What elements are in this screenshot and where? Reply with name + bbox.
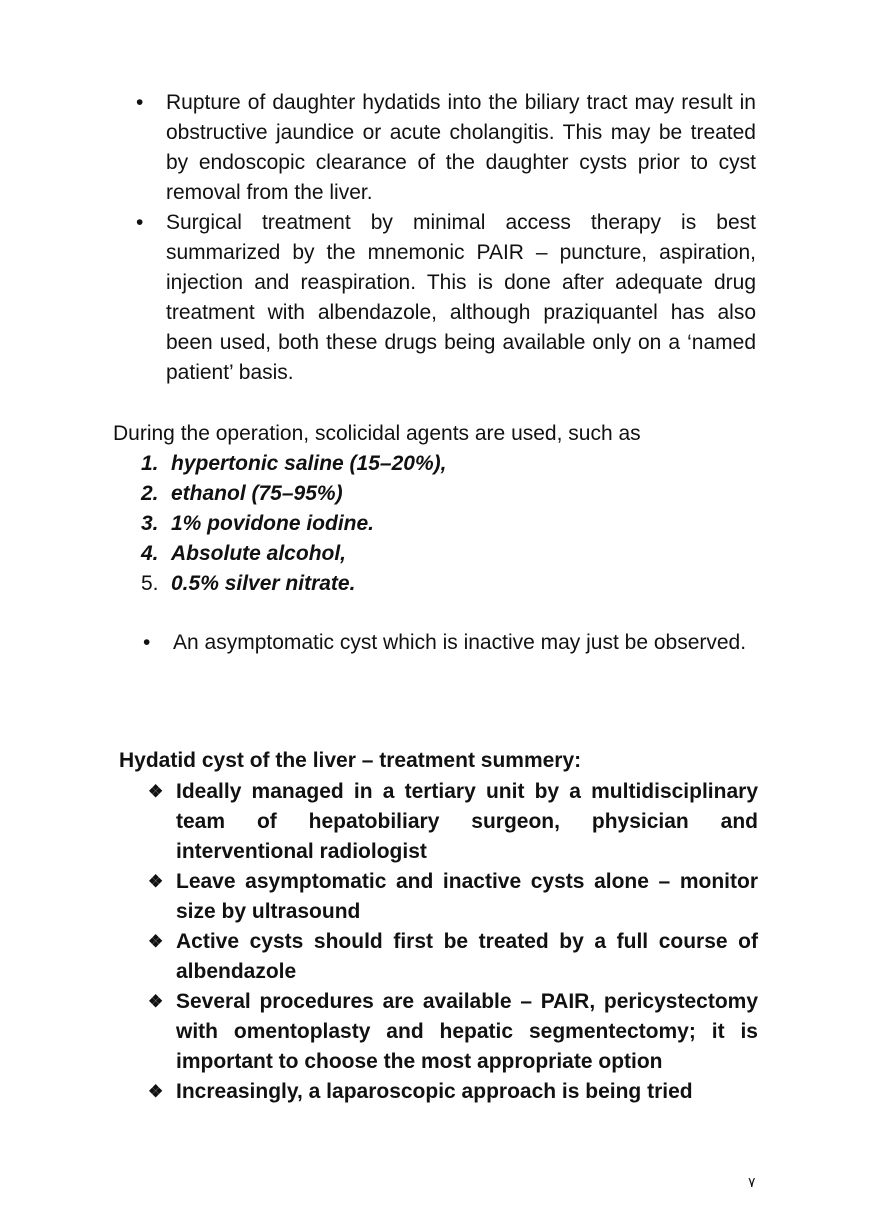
list-item <box>141 539 741 569</box>
list-number: 2. <box>141 482 159 505</box>
bullet-item <box>143 628 755 658</box>
list-text: 0.5% silver nitrate. <box>171 572 356 595</box>
list-item <box>141 449 741 479</box>
bullet-marker: • <box>136 91 144 114</box>
intro-paragraph: During the operation, scolicidal agents are used, such as <box>113 422 641 445</box>
diamond-bullet-icon: ❖ <box>148 992 164 1011</box>
bullet-list-top <box>136 88 756 388</box>
bullet-item <box>136 88 756 208</box>
list-text: hypertonic saline (15–20%), <box>171 452 447 475</box>
summary-text: Several procedures are available – PAIR, pericystectomy with omentoplasty and hepatic segmentectomy; it is important to choose the most appropriate option <box>176 990 758 1073</box>
list-item <box>141 569 741 599</box>
summary-item <box>148 987 758 1077</box>
list-text: Absolute alcohol, <box>171 542 347 565</box>
list-number: 5. <box>141 572 159 595</box>
list-item <box>141 479 741 509</box>
section-heading: Hydatid cyst of the liver – treatment summery: <box>119 749 582 772</box>
summary-item <box>148 777 758 867</box>
scolicidal-agents-list <box>141 449 741 599</box>
bullet-marker: • <box>136 211 144 234</box>
list-number: 4. <box>141 542 159 565</box>
summary-item <box>148 867 758 927</box>
summary-text: Ideally managed in a tertiary unit by a multidisciplinary team of hepatobiliary surgeon, physician and interventional radiologist <box>176 780 758 863</box>
list-number: 1. <box>141 452 159 475</box>
bullet-text: Rupture of daughter hydatids into the biliary tract may result in obstructive jaundice or acute cholangitis. This may be treated by endoscopic clearance of the daughter cysts prior to cyst removal from the liver. <box>166 91 756 204</box>
bullet-marker: • <box>143 631 151 654</box>
page-number: ٧ <box>748 1174 756 1190</box>
treatment-summary-list <box>148 777 758 1107</box>
bullet-text: Surgical treatment by minimal access therapy is best summarized by the mnemonic PAIR – puncture, aspiration, injection and reaspiration. This is done after adequate drug treatment with albendazole, although praziquantel has also been used, both these drugs being available only on a ‘named patient’ basis. <box>166 211 756 384</box>
diamond-bullet-icon: ❖ <box>148 782 164 801</box>
summary-item <box>148 1077 758 1107</box>
list-item <box>141 509 741 539</box>
summary-text: Leave asymptomatic and inactive cysts alone – monitor size by ultrasound <box>176 870 758 923</box>
diamond-bullet-icon: ❖ <box>148 872 164 891</box>
summary-item <box>148 927 758 987</box>
list-number: 3. <box>141 512 159 535</box>
bullet-text: An asymptomatic cyst which is inactive may just be observed. <box>173 631 747 654</box>
summary-text: Active cysts should first be treated by a full course of albendazole <box>176 930 758 983</box>
bullet-list-single <box>143 628 755 658</box>
list-text: 1% povidone iodine. <box>171 512 375 535</box>
diamond-bullet-icon: ❖ <box>148 1082 164 1101</box>
list-text: ethanol (75–95%) <box>171 482 343 505</box>
diamond-bullet-icon: ❖ <box>148 932 164 951</box>
bullet-item <box>136 208 756 388</box>
summary-text: Increasingly, a laparoscopic approach is being tried <box>176 1080 693 1103</box>
